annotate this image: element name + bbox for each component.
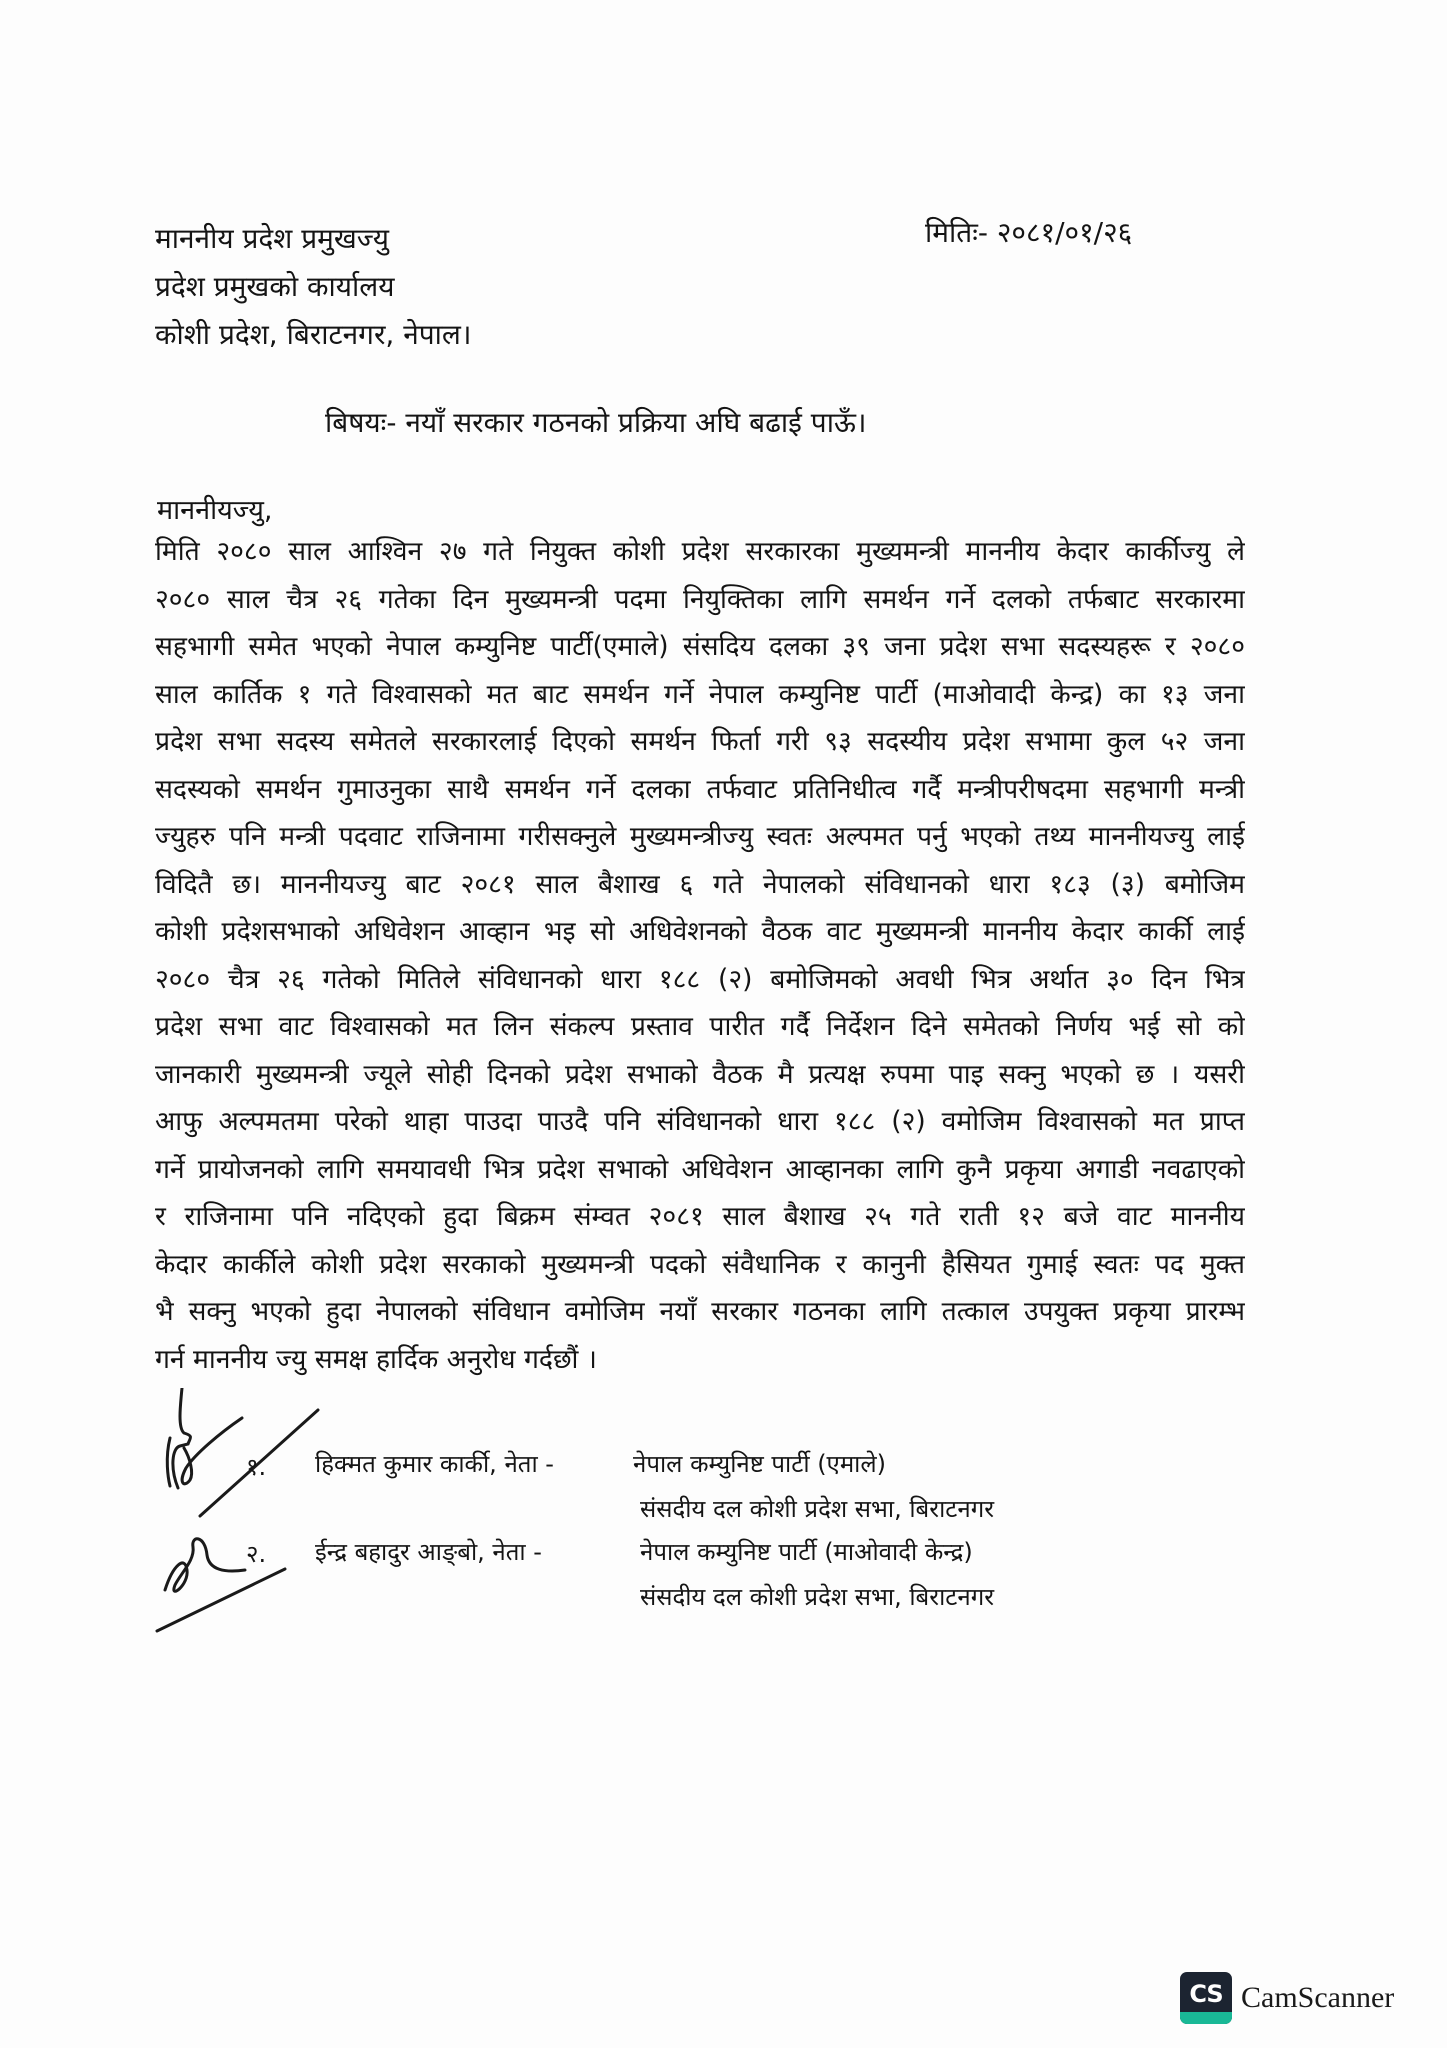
body-line: जानकारी मुख्यमन्त्री ज्यूले सोही दिनको प्रदेश सभाको वैठक मै प्रत्यक्ष रुपमा पाइ सक्नु भएको छ । यसरी [155, 1058, 1245, 1090]
body-line: प्रदेश सभा सदस्य समेतले सरकारलाई दिएको समर्थन फिर्ता गरी ९३ सदस्यीय प्रदेश सभामा कुल ५२ जना [155, 726, 1245, 757]
letter-body [155, 528, 1245, 1383]
body-line: गर्न माननीय ज्यु समक्ष हार्दिक अनुरोध गर्दछौं । [155, 1343, 597, 1375]
body-line: र राजिनामा पनि नदिएको हुदा बिक्रम संम्वत २०८१ साल बैशाख २५ गते राती १२ बजे वाट माननीय [155, 1201, 1245, 1232]
body-line: २०८० चैत्र २६ गतेको मितिले संविधानको धारा १८८ (२) बमोजिमको अवधी भित्र अर्थात ३० दिन भित्र [155, 963, 1245, 995]
body-line: मिति २०८० साल आश्विन २७ गते नियुक्त कोशी प्रदेश सरकारका मुख्यमन्त्री माननीय केदार कार्कीज्यु ले [155, 536, 1245, 567]
camscanner-brand: CamScanner [1241, 1981, 1395, 2014]
body-line: सहभागी समेत भएको नेपाल कम्युनिष्ट पार्टी(एमाले) संसदिय दलका ३९ जना प्रदेश सभा सदस्यहरू र २०८० [155, 631, 1245, 662]
body-line: केदार कार्कीले कोशी प्रदेश सरकाको मुख्यमन्त्री पदको संवैधानिक र कानुनी हैसियत गुमाई स्वतः पद मुक्त [155, 1248, 1245, 1280]
camscanner-watermark [1180, 1972, 1394, 2024]
recipient-line: प्रदेश प्रमुखको कार्यालय [155, 270, 395, 303]
signatory-2-number: २. [246, 1540, 267, 1568]
body-line: सदस्यको समर्थन गुमाउनुका साथै समर्थन गर्ने दलका तर्फवाट प्रतिनिधीत्व गर्दै मन्त्रीपरीषदमा सहभागी मन्त्री [155, 773, 1245, 805]
recipient-line: माननीय प्रदेश प्रमुखज्यु [155, 222, 390, 255]
signatory-2-caucus: संसदीय दल कोशी प्रदेश सभा, बिराटनगर [640, 1583, 995, 1611]
body-line: विदितै छ। माननीयज्यु बाट २०८१ साल बैशाख ६ गते नेपालको संविधानको धारा १८३ (३) बमोजिम [155, 868, 1245, 900]
body-line: प्रदेश सभा वाट विश्वासको मत लिन संकल्प प्रस्ताव पारीत गर्दै निर्देशन दिने समेतको निर्णय भई सो को [155, 1011, 1245, 1042]
signatory-1-number: १. [246, 1453, 267, 1481]
signatory-1-caucus: संसदीय दल कोशी प्रदेश सभा, बिराटनगर [640, 1495, 995, 1523]
body-line: साल कार्तिक १ गते विश्वासको मत बाट समर्थन गर्ने नेपाल कम्युनिष्ट पार्टी (माओवादी केन्द्र) का १३ जना [155, 678, 1245, 710]
recipient-address [155, 215, 472, 359]
camscanner-logo-text: CS [1189, 1980, 1223, 2008]
body-line: गर्ने प्रायोजनको लागि समयावधी भित्र प्रदेश सभाको अधिवेशन आव्हानका लागि कुनै प्रकृया अगाडी नवढाएको [155, 1153, 1245, 1185]
camscanner-logo-icon [1180, 1972, 1232, 2024]
signature-2-scribble [155, 1525, 305, 1635]
signature-1-scribble [150, 1388, 320, 1523]
recipient-line: कोशी प्रदेश, बिराटनगर, नेपाल। [155, 318, 472, 351]
letter-subject: बिषयः- नयाँ सरकार गठनको प्रक्रिया अघि बढाई पाऊँ। [325, 406, 867, 439]
signatory-2-party: नेपाल कम्युनिष्ट पार्टी (माओवादी केन्द्र) [640, 1538, 973, 1566]
signatory-2-name: ईन्द्र बहादुर आङ्बो, नेता - [315, 1538, 542, 1566]
signatory-1-party: नेपाल कम्युनिष्ट पार्टी (एमाले) [633, 1450, 887, 1478]
body-line: ज्युहरु पनि मन्त्री पदवाट राजिनामा गरीसक्नुले मुख्यमन्त्रीज्यु स्वतः अल्पमत पर्नु भएको तथ्य माननीयज्यु लाई [155, 821, 1245, 852]
body-line: आफु अल्पमतमा परेको थाहा पाउदा पाउदै पनि संविधानको धारा १८८ (२) वमोजिम विश्वासको मत प्राप्त [155, 1106, 1245, 1137]
salutation: माननीयज्यु, [157, 495, 273, 526]
body-line: कोशी प्रदेशसभाको अधिवेशन आव्हान भइ सो अधिवेशनको वैठक वाट मुख्यमन्त्री माननीय केदार कार्की लाई [155, 916, 1245, 947]
body-line: भै सक्नु भएको हुदा नेपालको संविधान वमोजिम नयाँ सरकार गठनका लागि तत्काल उपयुक्त प्रकृया प्रारम्भ [155, 1296, 1245, 1327]
signatory-1-name: हिक्मत कुमार कार्की, नेता - [315, 1450, 554, 1478]
letter-date: मितिः- २०८१/०१/२६ [925, 216, 1133, 249]
body-line: २०८० साल चैत्र २६ गतेका दिन मुख्यमन्त्री पदमा नियुक्तिका लागि समर्थन गर्ने दलको तर्फबाट सरकारमा [155, 583, 1245, 615]
